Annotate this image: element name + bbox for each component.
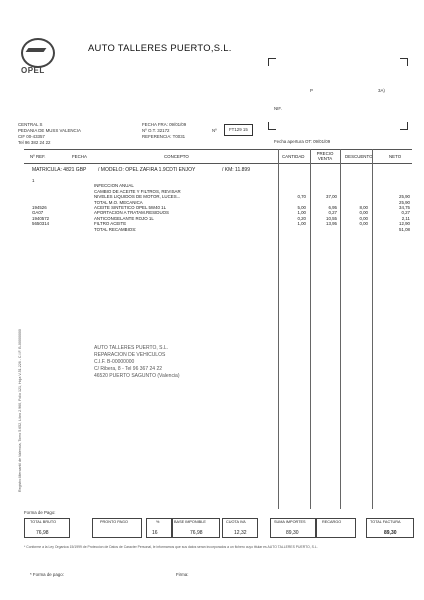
line-concepto: TOTAL RECAMBIOS: bbox=[94, 226, 137, 232]
pronto-pago-label: PRONTO PAGO bbox=[100, 520, 128, 524]
line-descuento: 0,00 bbox=[359, 210, 368, 216]
line-ref: GA07 bbox=[32, 210, 44, 216]
customer-line: PEDANIA DE MUSS VALENCIA bbox=[18, 128, 81, 133]
stamp-line: 46520 PUERTO SAGUNTO (Valencia) bbox=[94, 373, 180, 379]
vehicle-modelo: / MODELO: OPEL ZAFIRA 1.9CDTI ENJOY bbox=[98, 167, 196, 173]
line-neto: 2,11 bbox=[401, 215, 410, 221]
line-ref: 194526 bbox=[32, 205, 47, 210]
invoice-no-label: Nº bbox=[212, 128, 217, 133]
firma-label: Firma: bbox=[176, 572, 189, 577]
corner-mark bbox=[400, 122, 408, 130]
stamp-line: AUTO TALLERES PUERTO, S.L. bbox=[94, 345, 169, 351]
line-precio: 6,95 bbox=[328, 205, 337, 210]
referencia-value: T0031 bbox=[172, 134, 186, 139]
line-ref: 5650314 bbox=[32, 221, 50, 227]
header-top-rule bbox=[24, 149, 412, 150]
line-cantidad: 1,00 bbox=[297, 221, 306, 227]
stamp-line: C.I.F. B-00000000 bbox=[94, 359, 135, 365]
col-divider bbox=[310, 149, 311, 509]
vehicle-km: / KM: 11.899 bbox=[222, 167, 250, 173]
header-bottom-rule bbox=[24, 163, 412, 164]
line-precio: 37,00 bbox=[326, 194, 337, 200]
col-fecha: FECHA bbox=[72, 154, 87, 159]
total-bruto-label: TOTAL BRUTO bbox=[30, 520, 57, 524]
line-neto: 34,75 bbox=[399, 205, 410, 210]
total-factura-label: TOTAL FACTURA bbox=[370, 520, 401, 524]
line-concepto: NIVELES LIQUIDOS DE MOTOR, LUCES... bbox=[94, 194, 181, 200]
apertura bbox=[274, 139, 330, 145]
corner-mark bbox=[268, 58, 276, 66]
not-label: Nº O.T. bbox=[142, 128, 157, 133]
stamp-line: C/ Ribera, 8 - Tel 96 367 24 22 bbox=[94, 366, 163, 372]
suma-importes-label: SUMA IMPORTES bbox=[274, 520, 306, 524]
line-cantidad: 1,00 bbox=[297, 210, 306, 216]
apertura-value: 09/01/09 bbox=[313, 139, 331, 144]
col-precio: PRECIO VENTA bbox=[316, 151, 334, 161]
total-factura-value: 89,30 bbox=[384, 530, 397, 536]
line-cantidad: 0,70 bbox=[297, 194, 306, 200]
nif-label: NIF. bbox=[274, 106, 282, 111]
customer-line: CIF 00-43357 bbox=[18, 134, 45, 139]
line-cantidad: 0,20 bbox=[297, 215, 306, 221]
not-value: 32172 bbox=[157, 128, 170, 133]
col-neto: NETO bbox=[389, 154, 402, 159]
company-stamp bbox=[94, 345, 204, 380]
opel-logo-ring-icon bbox=[21, 38, 55, 68]
total-bruto-value: 76,98 bbox=[36, 530, 49, 536]
side-legal-text: Registro Mercantil de Valencia, Tomo 5.652, Libro 2.960, Folio 121, Hoja V-51.226 - C.I.F. B-00000000 bbox=[18, 329, 22, 492]
line-concepto: CAMBIO DE ACEITE Y FILTROS, REVISAR bbox=[94, 188, 181, 194]
customer-block bbox=[18, 122, 81, 146]
brand-logo-text: OPEL bbox=[21, 66, 45, 75]
line-neto: 0,27 bbox=[401, 210, 410, 216]
line-concepto: FILTRO ACEITE bbox=[94, 221, 127, 227]
col-divider bbox=[372, 149, 373, 509]
corner-mark bbox=[400, 58, 408, 66]
line-ref: 1940572 bbox=[32, 215, 50, 221]
legal-notice: * Conforme a la Ley Organica 15/1999 de Proteccion de Datos de Caracter Personal, le informamos que sus datos seran incorporados a un fichero cuyo titular es AUTO TALLERES PUERTO, S.L. bbox=[24, 545, 318, 549]
col-nref: Nº REF. bbox=[30, 154, 46, 159]
line-cantidad: 5,00 bbox=[297, 205, 306, 210]
line-descuento: 0,00 bbox=[359, 215, 368, 221]
line-ref: 1 bbox=[32, 178, 35, 183]
corner-mark bbox=[268, 122, 276, 130]
company-name: AUTO TALLERES PUERTO,S.L. bbox=[88, 42, 232, 53]
forma-pago-label: Forma de Pago: bbox=[24, 510, 56, 515]
base-imponible-value: 76,98 bbox=[190, 530, 203, 536]
vehicle-matricula: MATRICULA: 4821 GBP bbox=[32, 167, 87, 173]
line-descuento: 8,00 bbox=[359, 205, 368, 210]
addressee-box bbox=[268, 58, 408, 130]
col-divider bbox=[340, 149, 341, 509]
line-neto: 25,90 bbox=[399, 199, 410, 205]
col-divider bbox=[278, 149, 279, 509]
stamp-line: REPARACION DE VEHICULOS bbox=[94, 352, 166, 358]
line-precio: 10,55 bbox=[326, 215, 337, 221]
referencia-label: REFERENCIA: bbox=[142, 134, 172, 139]
cuota-iva-label: CUOTA IVA bbox=[226, 520, 246, 524]
line-concepto: ACEITE SINTETICO OPEL 5W40 1L bbox=[94, 205, 167, 210]
line-precio: 0,27 bbox=[328, 210, 337, 216]
iva-pct-value: 16 bbox=[152, 530, 158, 536]
customer-line: CENTRAL S bbox=[18, 122, 43, 127]
customer-line: Tel 96 382 24 22 bbox=[18, 140, 51, 145]
col-concepto: CONCEPTO bbox=[164, 154, 189, 159]
line-concepto: ANTICONGELANTE ROJO 1L bbox=[94, 215, 154, 221]
line-neto: 25,90 bbox=[399, 194, 410, 200]
invoice-no-value: FT129 15 bbox=[224, 124, 253, 136]
line-precio: 13,95 bbox=[326, 221, 337, 227]
suma-importes-value: 89,30 bbox=[286, 530, 299, 536]
fecha-fra-label: FECHA FRA: bbox=[142, 122, 168, 127]
iva-pct-label: % bbox=[156, 520, 160, 524]
line-descuento: 0,00 bbox=[359, 221, 368, 227]
line-concepto: TOTAL M.O. MECANICA bbox=[94, 199, 143, 205]
addressee-line2: 3A) bbox=[378, 88, 385, 93]
cuota-iva-value: 12,32 bbox=[234, 530, 247, 536]
col-descuento: DESCUENTO bbox=[345, 154, 373, 159]
line-concepto: APORTACION A TRATAM.RESIDUOS bbox=[94, 210, 169, 216]
line-neto: 51,08 bbox=[399, 226, 410, 232]
forma-pago-bottom: * Forma de pago: bbox=[30, 572, 64, 577]
col-cantidad: CANTIDAD bbox=[282, 154, 305, 159]
apertura-label: Fecha apertura OT: bbox=[274, 139, 312, 144]
fecha-fra-value: 09/01/09 bbox=[169, 122, 187, 127]
recargo-label: RECARGO bbox=[322, 520, 342, 524]
line-concepto: INFECCION ANUAL bbox=[94, 183, 134, 189]
base-imponible-label: BASE IMPONIBLE bbox=[174, 520, 206, 524]
opel-logo-bolt-icon bbox=[26, 48, 47, 52]
line-neto: 12,90 bbox=[399, 221, 410, 227]
addressee-line1: P bbox=[310, 88, 313, 93]
